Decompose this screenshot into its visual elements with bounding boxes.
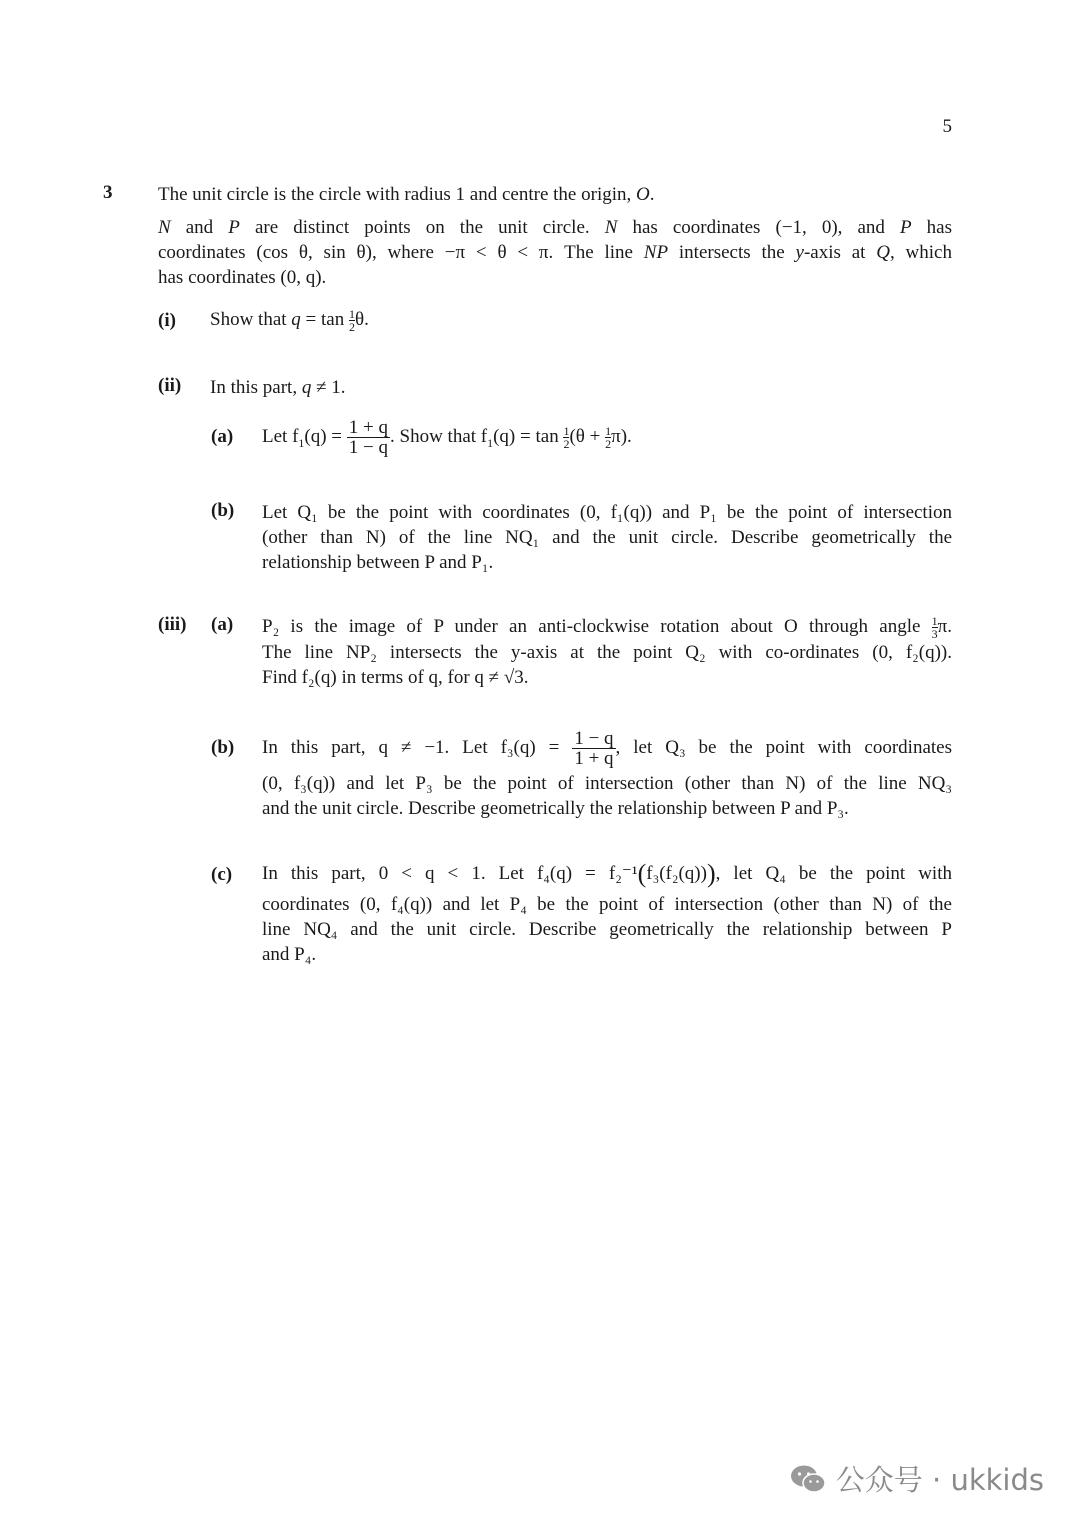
part-iii-a-line-2: The line NP₂ intersects the y-axis at the point Q₂ with co-ordinates (0, f₂(q)).	[262, 642, 952, 664]
part-iii-a-text	[262, 614, 952, 690]
part-iii-label: (iii)	[158, 614, 187, 635]
part-iii-c-line-4: and P₄.	[262, 944, 317, 965]
part-ii-b-line-3: relationship between P and P₁.	[262, 552, 494, 573]
part-iii-b-line-2: (0, f₃(q)) and let P₃ be the point of intersection (other than N) of the line NQ₃	[262, 773, 952, 794]
part-ii-b-line-2: (other than N) of the line NQ₁ and the unit circle. Describe geometrically the	[262, 527, 952, 548]
part-iii-a-label: (a)	[211, 614, 234, 635]
intro-line-3: coordinates (cos θ, sin θ), where −π < θ < π. The line NP intersects the y-axis at Q, which	[158, 242, 952, 263]
watermark-text: 公众号 · ukkids	[835, 1463, 1044, 1497]
intro-line-4: has coordinates (0, q).	[158, 267, 327, 288]
intro-line-2: N and P are distinct points on the unit circle. N has coordinates (−1, 0), and P has	[158, 217, 953, 238]
f1-fraction: $\frac{1 + q}{1 - q}$	[348, 417, 388, 459]
part-iii-c-line-3: line NQ₄ and the unit circle. Describe geometrically the relationship between P	[262, 919, 952, 940]
part-i-label: (i)	[158, 310, 176, 331]
part-iii-c-label: (c)	[211, 864, 233, 885]
part-iii-b-label: (b)	[211, 737, 235, 758]
part-iii-a-line-1: P₂ is the image of P under an anti-clockwise rotation about O through angle $\frac{1}{3}$ π.	[262, 614, 952, 642]
part-ii-b-text	[262, 500, 952, 575]
part-ii-label: (ii)	[158, 375, 182, 396]
part-iii-c-text	[262, 861, 952, 967]
intro-line-1: The unit circle is the circle with radius 1 and centre the origin, O.	[158, 184, 655, 205]
half-fraction-2: $\frac{1}{2}$	[563, 424, 570, 452]
question-number: 3	[103, 182, 113, 203]
part-iii-b-text	[262, 722, 952, 821]
half-fraction: $\frac{1}{2}$	[348, 307, 355, 335]
watermark	[790, 1458, 1044, 1499]
part-ii-b-label: (b)	[211, 500, 235, 521]
part-ii-b-line-1: Let Q₁ be the point with coordinates (0, f₁(q)) and P₁ be the point of intersection	[262, 502, 952, 523]
part-iii-a-line-3: Find f₂(q) in terms of q, for q ≠ √3.	[262, 667, 529, 689]
part-iii-c-line-1: In this part, 0 < q < 1. Let f₄(q) = f₂⁻¹(f₃(f₂(q))), let Q₄ be the point with	[262, 859, 952, 888]
half-fraction-3: $\frac{1}{2}$	[605, 424, 612, 452]
f3-fraction: $\frac{1 - q}{1 + q}$	[574, 728, 614, 770]
part-iii-c-line-2: coordinates (0, f₄(q)) and let P₄ be the point of intersection (other than N) of the	[262, 894, 952, 915]
wechat-icon	[790, 1464, 826, 1494]
third-fraction: $\frac{1}{3}$	[931, 614, 938, 642]
part-ii-text: In this part, q ≠ 1.	[210, 377, 346, 398]
page-number: 5	[942, 116, 952, 137]
part-ii-a-label: (a)	[211, 426, 234, 447]
part-i-text: Show that q = tan $\frac{1}{2}$ θ.	[210, 307, 369, 335]
part-iii-b-line-3: and the unit circle. Describe geometrically the relationship between P and P₃.	[262, 798, 849, 819]
part-ii-a-text: Let $f_1(q)$ = $\frac{1 + q}{1 - q}$ . Show that $f_1(q) = \tan$ $\frac{1}{2}$ (θ + $\frac{1}{2}$ π).	[262, 417, 632, 459]
part-iii-b-line-1: In this part, q ≠ −1. Let f₃(q) = $\frac{1 - q}{1 + q}$ , let Q₃ be the point with coordinates	[262, 728, 952, 770]
